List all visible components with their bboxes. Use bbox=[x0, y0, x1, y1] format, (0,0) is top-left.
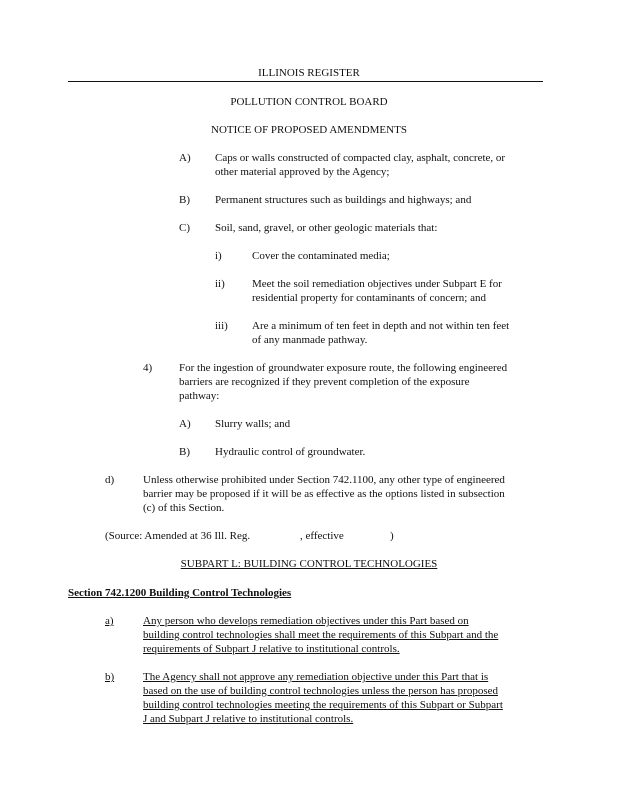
para-a-line1: Any person who develops remediation objectives under this Part based on bbox=[143, 615, 469, 627]
subpart-title: SUBPART L: BUILDING CONTROL TECHNOLOGIES bbox=[180, 558, 438, 570]
para-b-line2: based on the use of building control technologies unless the person has proposed bbox=[143, 685, 498, 697]
board-name: POLLUTION CONTROL BOARD bbox=[230, 96, 388, 108]
list-text-Ciii-1: Are a minimum of ten feet in depth and not within ten feet bbox=[252, 320, 510, 332]
section-title: Section 742.1200 Building Control Technologies bbox=[68, 587, 292, 599]
list-label-C: C) bbox=[179, 222, 190, 234]
source-effective: , effective bbox=[300, 530, 344, 542]
notice-title: NOTICE OF PROPOSED AMENDMENTS bbox=[211, 124, 407, 136]
list-label-Cii: ii) bbox=[215, 278, 225, 290]
list-label-B: B) bbox=[179, 194, 190, 206]
list-text-Ciii-2: of any manmade pathway. bbox=[252, 334, 368, 346]
para-a-line2: building control technologies shall meet the requirements of this Subpart and the bbox=[143, 629, 499, 641]
source-note: (Source: Amended at 36 Ill. Reg. bbox=[105, 530, 251, 542]
list-text-4A: Slurry walls; and bbox=[215, 418, 291, 430]
para-a-label: a) bbox=[105, 615, 114, 627]
list-text-4-1: For the ingestion of groundwater exposure route, the following engineered bbox=[179, 362, 508, 374]
list-text-Cii-2: residential property for contaminants of concern; and bbox=[252, 292, 486, 304]
list-label-4A: A) bbox=[179, 418, 191, 430]
para-b-label: b) bbox=[105, 671, 115, 683]
list-label-4B: B) bbox=[179, 446, 190, 458]
list-label-Ci: i) bbox=[215, 250, 222, 262]
list-text-4B: Hydraulic control of groundwater. bbox=[215, 446, 366, 458]
list-text-d-2: barrier may be proposed if it will be as effective as the options listed in subsection bbox=[143, 488, 505, 500]
list-text-d-3: (c) of this Section. bbox=[143, 502, 225, 514]
para-b-line3: building control technologies meeting the requirements of this Subpart or Subpart bbox=[143, 699, 503, 711]
source-close: ) bbox=[390, 530, 394, 542]
para-b-line4: J and Subpart J relative to institutional controls. bbox=[143, 713, 354, 725]
list-label-d: d) bbox=[105, 474, 115, 486]
list-text-A-2: other material approved by the Agency; bbox=[215, 166, 390, 178]
list-label-A: A) bbox=[179, 152, 191, 164]
list-label-Ciii: iii) bbox=[215, 320, 228, 332]
list-text-d-1: Unless otherwise prohibited under Section 742.1100, any other type of engineered bbox=[143, 474, 505, 486]
list-text-B: Permanent structures such as buildings and highways; and bbox=[215, 194, 472, 206]
register-title: ILLINOIS REGISTER bbox=[258, 67, 360, 79]
list-text-4-2: barriers are recognized if they prevent completion of the exposure bbox=[179, 376, 470, 388]
list-text-4-3: pathway: bbox=[179, 390, 220, 402]
list-text-Cii-1: Meet the soil remediation objectives under Subpart E for bbox=[252, 278, 502, 290]
list-label-4: 4) bbox=[143, 362, 153, 374]
list-text-Ci: Cover the contaminated media; bbox=[252, 250, 390, 262]
header-rule bbox=[68, 81, 543, 82]
list-text-A-1: Caps or walls constructed of compacted clay, asphalt, concrete, or bbox=[215, 152, 506, 164]
list-text-C: Soil, sand, gravel, or other geologic materials that: bbox=[215, 222, 438, 234]
para-b-line1: The Agency shall not approve any remediation objective under this Part that is bbox=[143, 671, 489, 683]
para-a-line3: requirements of Subpart J relative to institutional controls. bbox=[143, 643, 400, 655]
